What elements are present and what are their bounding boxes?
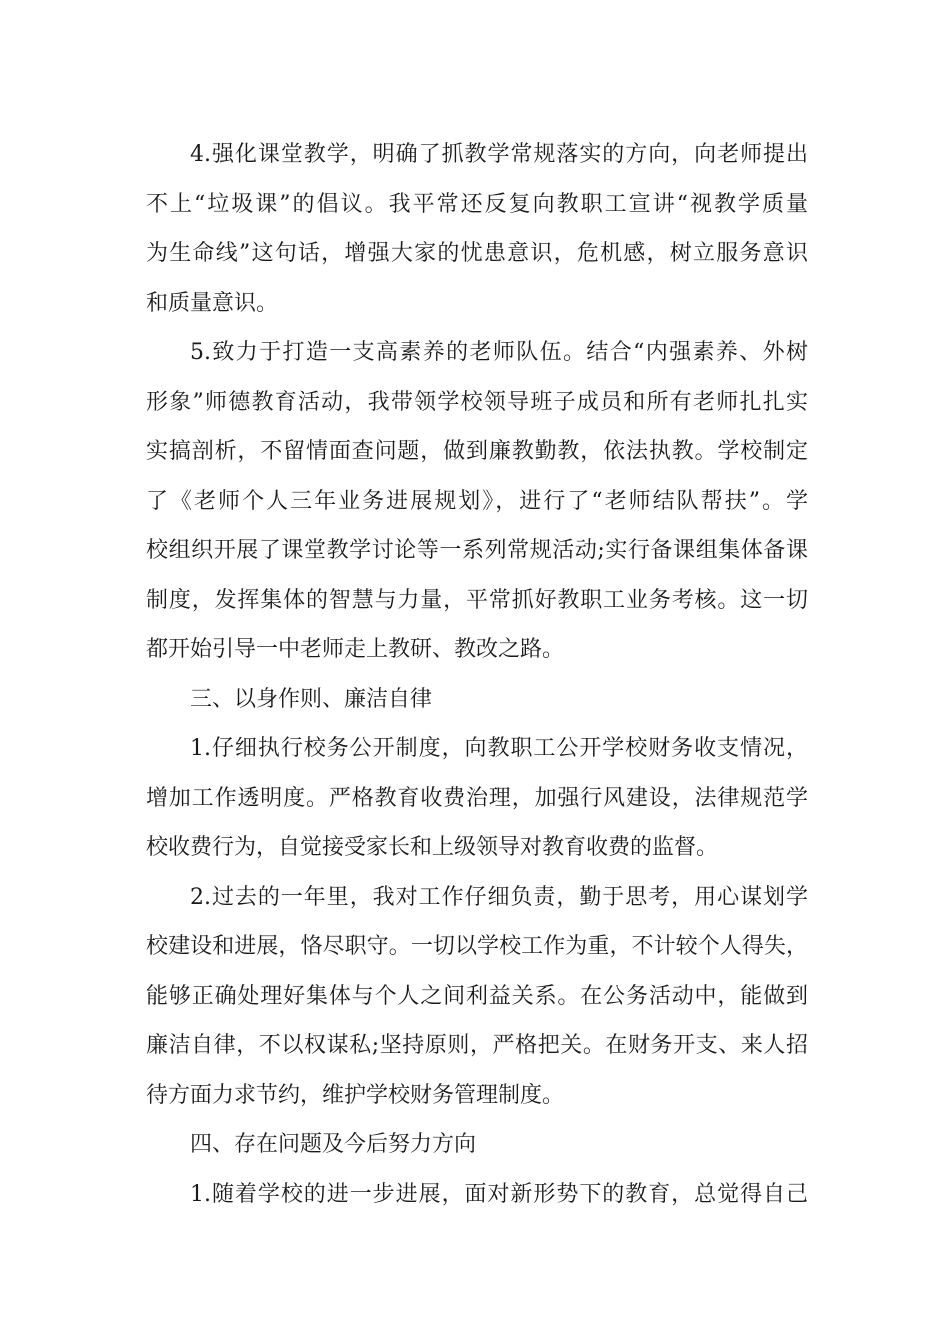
paragraph-5-line-1: 5.致力于打造一支高素养的老师队伍。结合“内强素养、外树 — [190, 340, 808, 365]
paragraph-4-line-3: 为生命线”这句话，增强大家的忧患意识，危机感，树立服务意识 — [146, 241, 808, 266]
section-3-item-2-line-3: 能够正确处理好集体与个人之间利益关系。在公务活动中，能做到 — [146, 983, 808, 1009]
paragraph-5-line-5: 校组织开展了课堂教学讨论等一系列常规活动;实行备课组集体备课 — [146, 538, 808, 563]
section-3-item-2-line-5: 待方面力求节约，维护学校财务管理制度。 — [146, 1082, 565, 1108]
paragraph-5-line-7: 都开始引导一中老师走上教研、教改之路。 — [146, 637, 565, 662]
document-body — [146, 130, 808, 1219]
section-3-item-2-line-4: 廉洁自律，不以权谋私;坚持原则，严格把关。在财务开支、来人招 — [146, 1033, 808, 1058]
paragraph-5-line-2: 形象”师德教育活动，我带领学校领导班子成员和所有老师扎扎实 — [146, 389, 808, 415]
section-3-item-1-line-3: 校收费行为，自觉接受家长和上级领导对教育收费的监督。 — [146, 835, 719, 860]
paragraph-5-line-4: 了《老师个人三年业务进展规划》，进行了“老师结队帮扶”。学 — [146, 488, 808, 514]
paragraph-5-line-3: 实搞剖析，不留情面查问题，做到廉教勤教，依法执教。学校制定 — [146, 439, 808, 464]
paragraph-4-line-4: 和质量意识。 — [146, 290, 279, 316]
section-3-item-1-line-2: 增加工作透明度。严格教育收费治理，加强行风建设，法律规范学 — [146, 785, 808, 811]
section-heading-3: 三、以身作则、廉洁自律 — [190, 686, 433, 712]
paragraph-5-line-6: 制度，发挥集体的智慧与力量，平常抓好教职工业务考核。这一切 — [146, 587, 808, 613]
section-3-item-2-line-1: 2.过去的一年里，我对工作仔细负责，勤于思考，用心谋划学 — [190, 884, 808, 910]
section-heading-4: 四、存在问题及今后努力方向 — [190, 1132, 477, 1157]
paragraph-4-line-1: 4.强化课堂教学，明确了抓教学常规落实的方向，向老师提出 — [190, 142, 808, 167]
section-3-item-2-line-2: 校建设和进展，恪尽职守。一切以学校工作为重，不计较个人得失， — [146, 934, 808, 959]
section-4-item-1-line-1: 1.随着学校的进一步进展，面对新形势下的教育，总觉得自己 — [190, 1181, 808, 1207]
paragraph-4-line-2: 不上“垃圾课”的倡议。我平常还反复向教职工宣讲“视教学质量 — [146, 191, 808, 217]
section-3-item-1-line-1: 1.仔细执行校务公开制度，向教职工公开学校财务收支情况， — [190, 736, 808, 761]
